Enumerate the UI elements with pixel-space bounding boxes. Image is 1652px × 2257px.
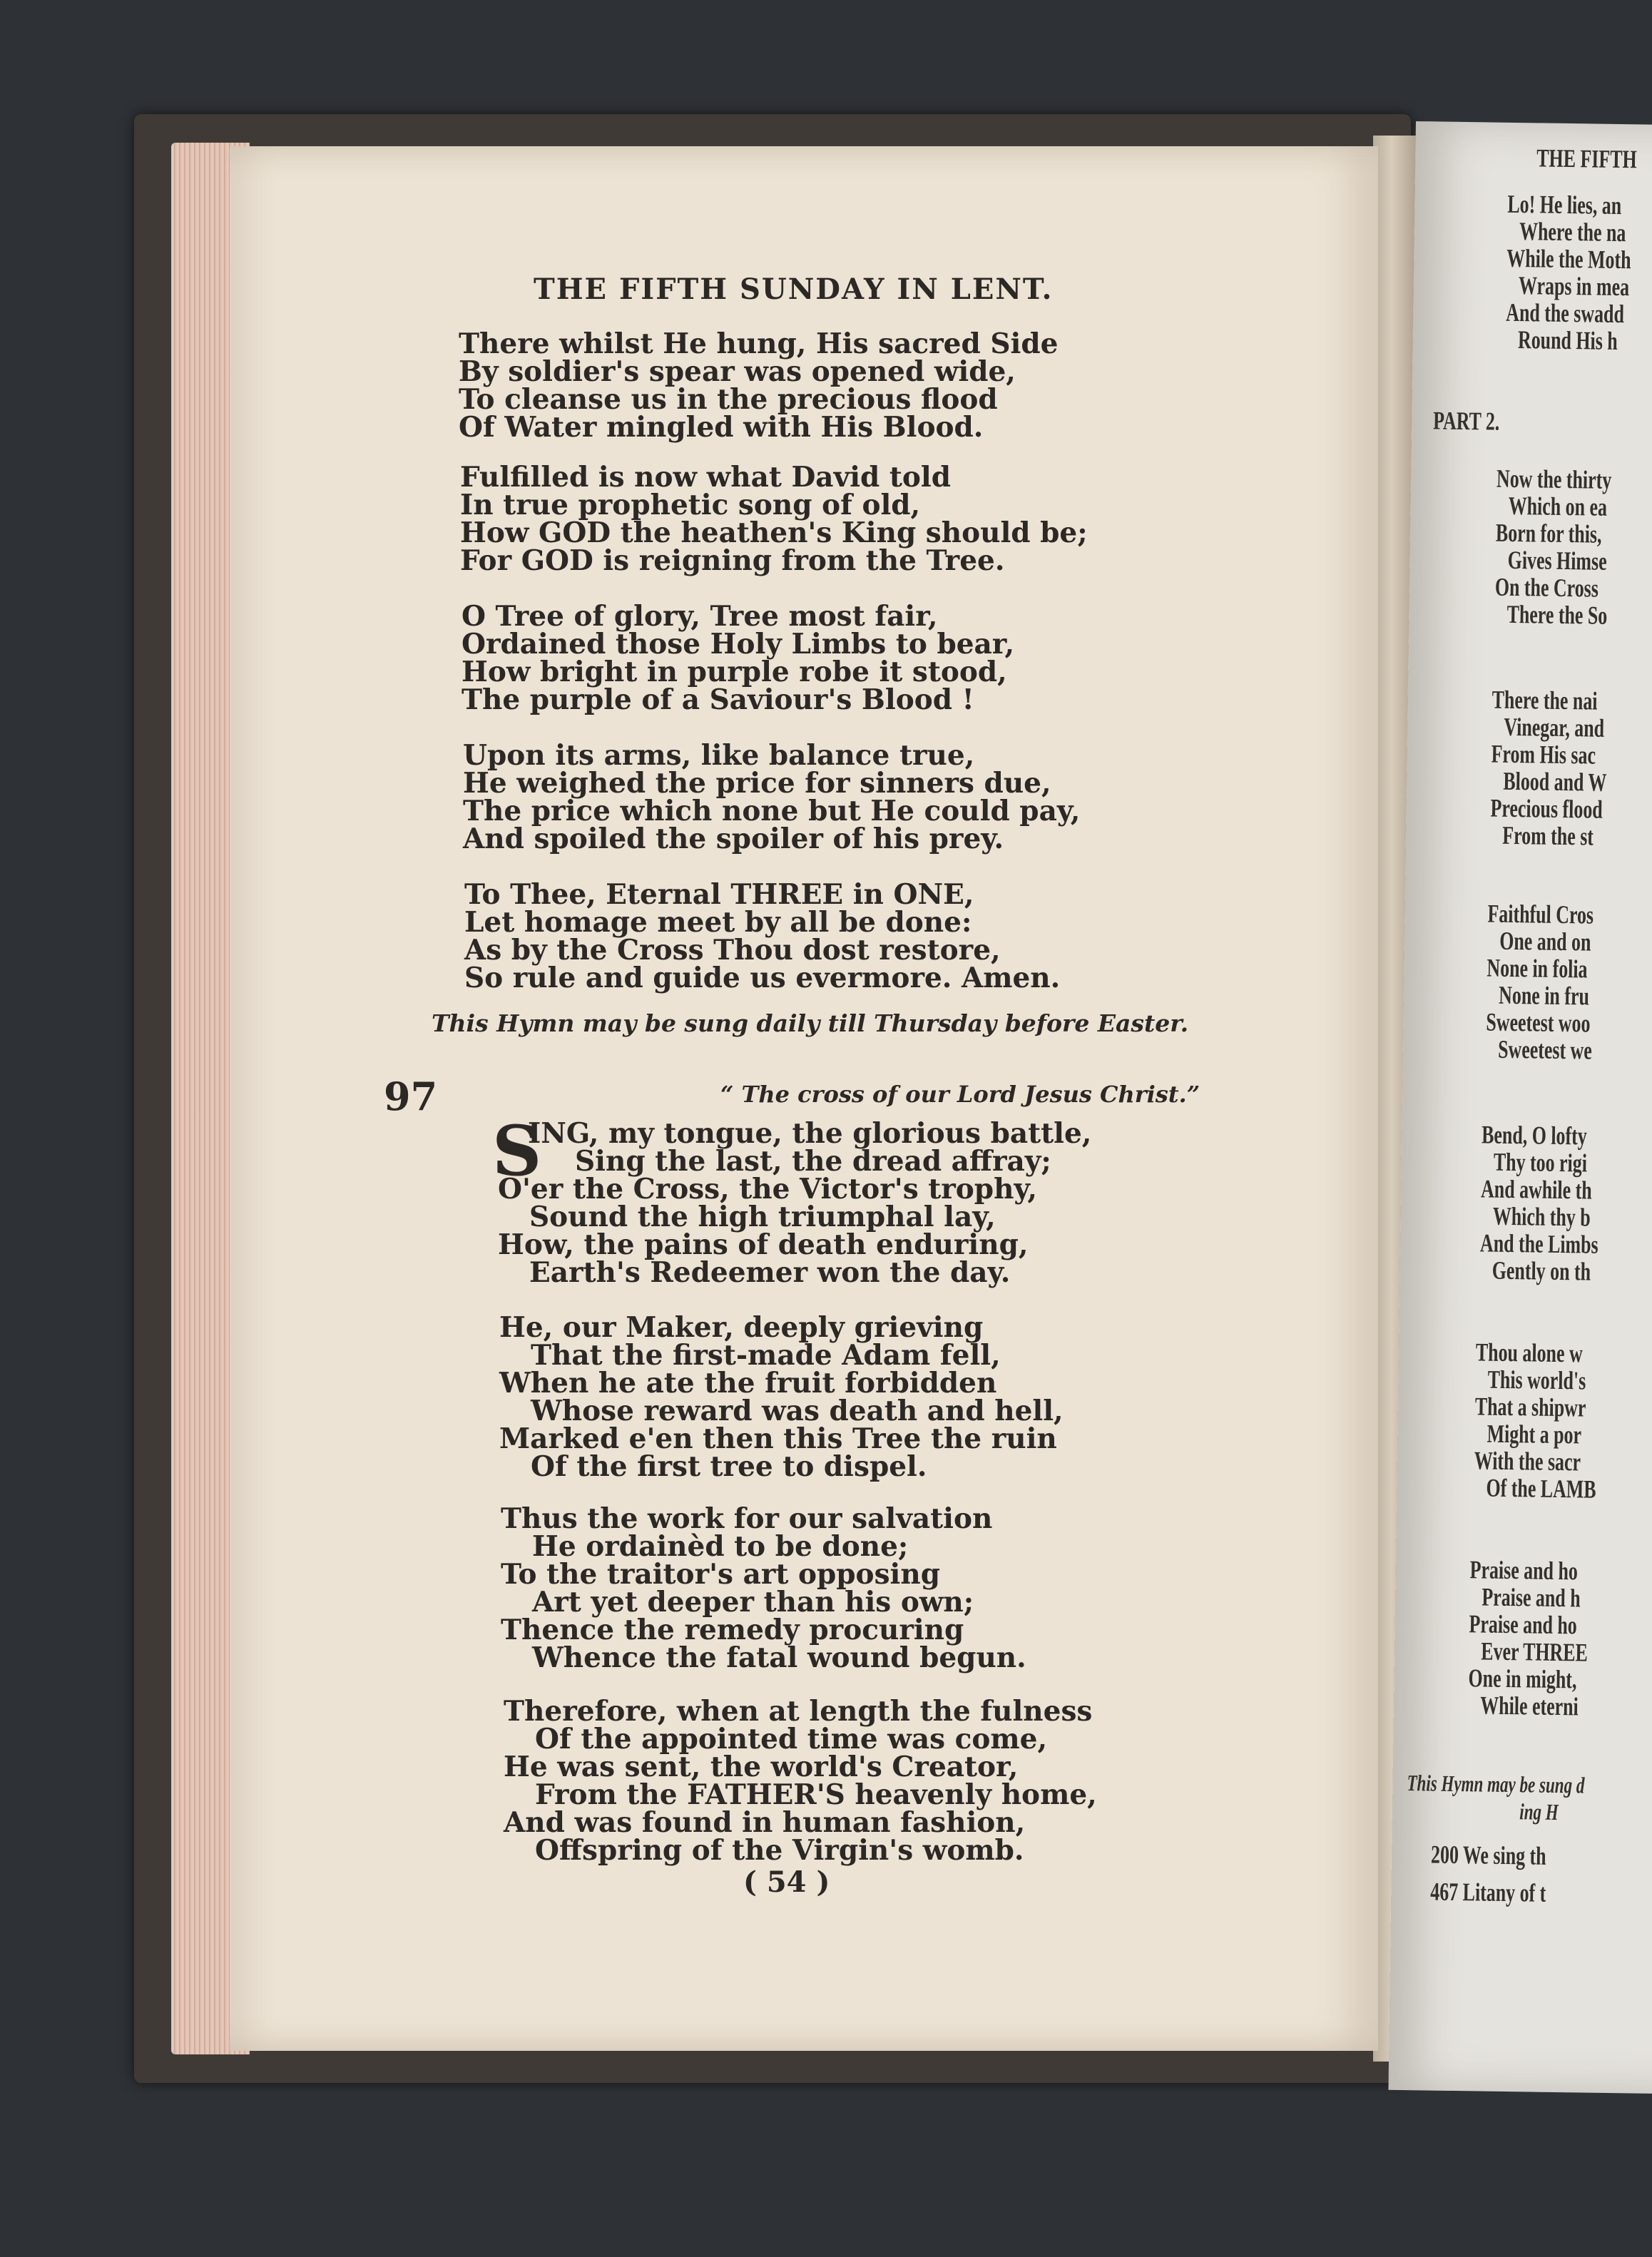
stanza-prev-3: O Tree of glory, Tree most fair, Ordained those Holy Limbs to bear, How bright in purple robe it stood, The purple of a Saviour's Blood ! [462,600,1015,716]
stanza-prev-5: To Thee, Eternal THREE in ONE, Let homage meet by all be done: As by the Cross Thou dost restore, So rule and guide us evermore. Amen. [464,878,1061,994]
right-page [1388,121,1652,2094]
right-page-block-7: Praise and ho Praise and h Praise and ho Ever THREE One in might, While eterni [1468,1555,1589,1721]
right-page-block-3: There the nai Vinegar, and From His sac Blood and W Precious flood From the st [1490,685,1607,851]
stanza-97-2: He, our Maker, deeply grieving That the first-made Adam fell, When he ate the fruit forbidden Whose reward was death and hell, Marked e'en then this Tree the ruin Of the first tree to dispel. [499,1311,1064,1483]
right-page-part-label: PART 2. [1432,406,1500,436]
right-page-block-6: Thou alone w This world's That a shipwr Might a por With the sacr Of the LAMB [1474,1338,1596,1504]
right-page-block-1: Lo! He lies, an Where the na While the Moth Wraps in mea And the swadd Round His h [1505,189,1631,355]
stanza-97-3: Thus the work for our salvation He ordainèd to be done; To the traitor's art opposing Art yet deeper than his own; Thence the remedy procuring Whence the fatal wound begun. [501,1502,1026,1674]
right-page-header: THE FIFTH [1536,143,1637,174]
stanza-prev-2: Fulfilled is now what David told In true prophetic song of old, How GOD the heathen's King should be; For GOD is reigning from the Tree. [460,461,1088,577]
page-number: ( 54 ) [743,1865,830,1899]
right-page-block-2: Now the thirty Which on ea Born for this, Gives Himse On the Cross There the So [1494,464,1612,630]
right-page-note: This Hymn may be sung d ing H [1407,1770,1585,1825]
drop-cap: S [492,1111,542,1191]
hymn-note: This Hymn may be sung daily till Thursday before Easter. [432,1009,1189,1037]
right-page-ref-2: 467 Litany of t [1430,1877,1546,1907]
right-page-ref-1: 200 We sing th [1430,1840,1546,1870]
stanza-97-4: Therefore, when at length the fulness Of the appointed time was come, He was sent, the world's Creator, From the FATHER'S heavenly home, And was found in human fashion, Offspring of the Virgin's womb. [504,1695,1097,1867]
hymn-number: 97 [384,1074,438,1119]
right-page-block-5: Bend, O lofty Thy too rigi And awhile th Which thy b And the Limbs Gently on th [1479,1120,1599,1286]
hymn-epigraph: “ The cross of our Lord Jesus Christ.” [720,1081,1200,1108]
stanza-prev-4: Upon its arms, like balance true, He weighed the price for sinners due, The price which none but He could pay, And spoiled the spoiler of his prey. [463,739,1081,855]
page-header: THE FIFTH SUNDAY IN LENT. [534,272,1054,306]
stanza-prev-1: There whilst He hung, His sacred Side By soldier's spear was opened wide, To cleanse us in the precious flood Of Water mingled with His Blood. [459,327,1059,444]
right-page-block-4: Faithful Cros One and on None in folia None in fru Sweetest woo Sweetest we [1486,899,1594,1065]
stanza-97-1: ING, my tongue, the glorious battle, Sing the last, the dread affray; O'er the Cross, the Victor's trophy, Sound the high triumphal lay, How, the pains of death enduring, Earth's Redeemer won the day. [498,1117,1092,1289]
